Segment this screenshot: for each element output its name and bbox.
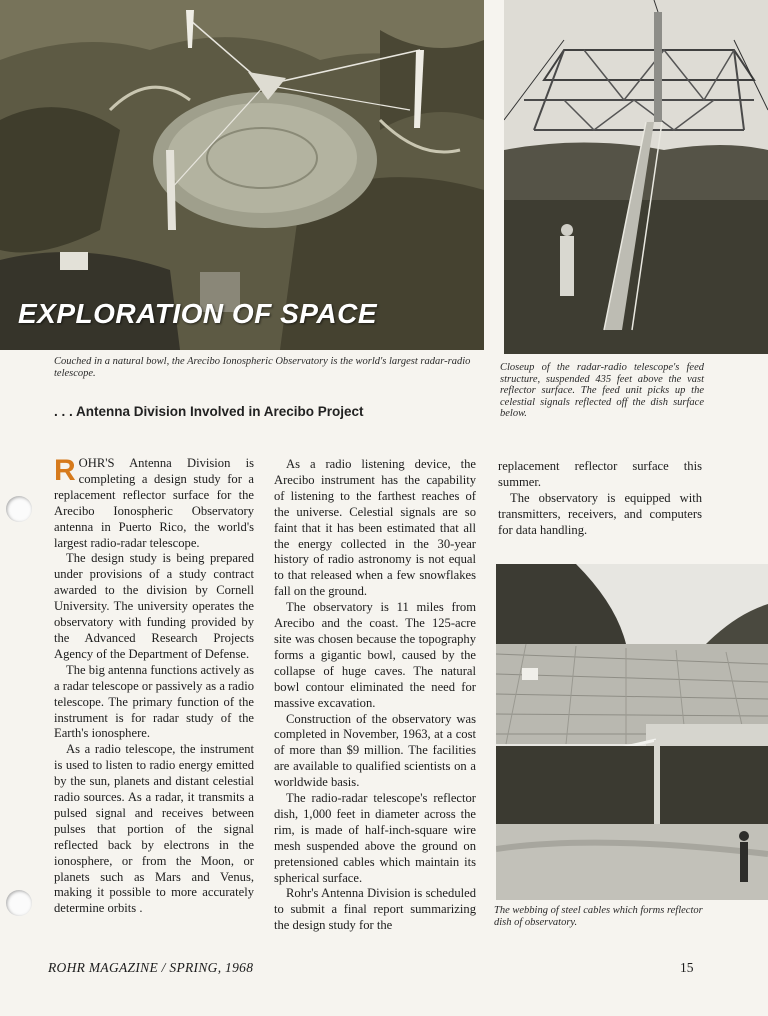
article-paragraph: The design study is being prepared under provisions of a study contract awarded to the division by Cornell University. The university operates the observatory with funding provided by the Advanced Research Projects Agency of the Department of Defense. — [54, 551, 254, 661]
article-paragraph: The observatory is 11 miles from Arecibo and the coast. The 125-acre site was chosen because the topography forms a gigantic bowl, caused by the collapse of huge caves. The natural bowl contour eliminated the need for massive excavation. — [274, 600, 476, 710]
drop-cap: R — [54, 454, 76, 487]
article-paragraph: ROHR'S Antenna Division is completing a design study for a replacement reflector surface for the Arecibo Ionospheric Observatory antenna in Puerto Rico, the world's largest radio-radar telescope. — [54, 454, 254, 550]
magazine-footer: ROHR MAGAZINE / SPRING, 1968 — [48, 960, 254, 975]
feed-structure-photo — [504, 0, 768, 354]
article-paragraph: The observatory is equipped with transmitters, receivers, and computers for data handling. — [498, 490, 702, 537]
article-column-1 — [54, 456, 254, 917]
article-paragraph: The big antenna functions actively as a radar telescope or passively as a radio telescope. The primary function of the instrument is for radar study of the Earth's ionosphere. — [54, 662, 254, 741]
webbing-photo-caption: The webbing of steel cables which forms reflector dish of observatory. — [494, 905, 703, 928]
page-number: 15 — [680, 960, 694, 975]
article-paragraph: Construction of the observatory was completed in November, 1963, at a cost of more than $9 million. The facilities are available to qualified scientists on a worldwide basis. — [274, 711, 476, 790]
page-title: EXPLORATION OF SPACE — [18, 298, 377, 329]
article-paragraph: As a radio telescope, the instrument is used to listen to radio energy emitted by the sun, planets and distant celestial radio sources. As a radar, it transmits a pulsed signal and receives between pulses that portion of the signal reflected back by electrons in the ionosphere, or from the Moon, or planets such as Mars and Venus, making it possible to more accurately determine orbits . — [54, 742, 254, 916]
article-column-3 — [498, 459, 702, 539]
article-paragraph: Rohr's Antenna Division is scheduled to submit a final report summarizing the design study for the — [274, 886, 476, 933]
article-paragraph: The radio-radar telescope's reflector dish, 1,000 feet in diameter across the rim, is made of half-inch-square wire mesh suspended above the ground on pretensioned cables which maintain its spherical surface. — [274, 791, 476, 885]
cable-webbing-photo — [496, 564, 768, 900]
aerial-photo-caption: Couched in a natural bowl, the Arecibo Ionospheric Observatory is the world's largest radar-radio telescope. — [54, 356, 471, 379]
binder-hole-bottom — [6, 890, 32, 916]
article-paragraph: replacement reflector surface this summer. — [498, 459, 702, 489]
article-paragraph: As a radio listening device, the Arecibo instrument has the capability of listening to the farthest reaches of the universe. Celestial signals are so faint that it has been estimated that all the energy collected in the 30-year history of radio astronomy is not equal to that released when a few snowflakes fall on the ground. — [274, 457, 476, 599]
binder-hole-middle — [6, 496, 32, 522]
article-subhead: . . . Antenna Division Involved in Arecibo Project — [54, 404, 364, 419]
article-column-2 — [274, 457, 476, 934]
feed-photo-caption: Closeup of the radar-radio telescope's feed structure, suspended 435 feet above the vast reflector surface. The feed unit picks up the celestial signals reflected off the dish surface below. — [500, 362, 704, 419]
